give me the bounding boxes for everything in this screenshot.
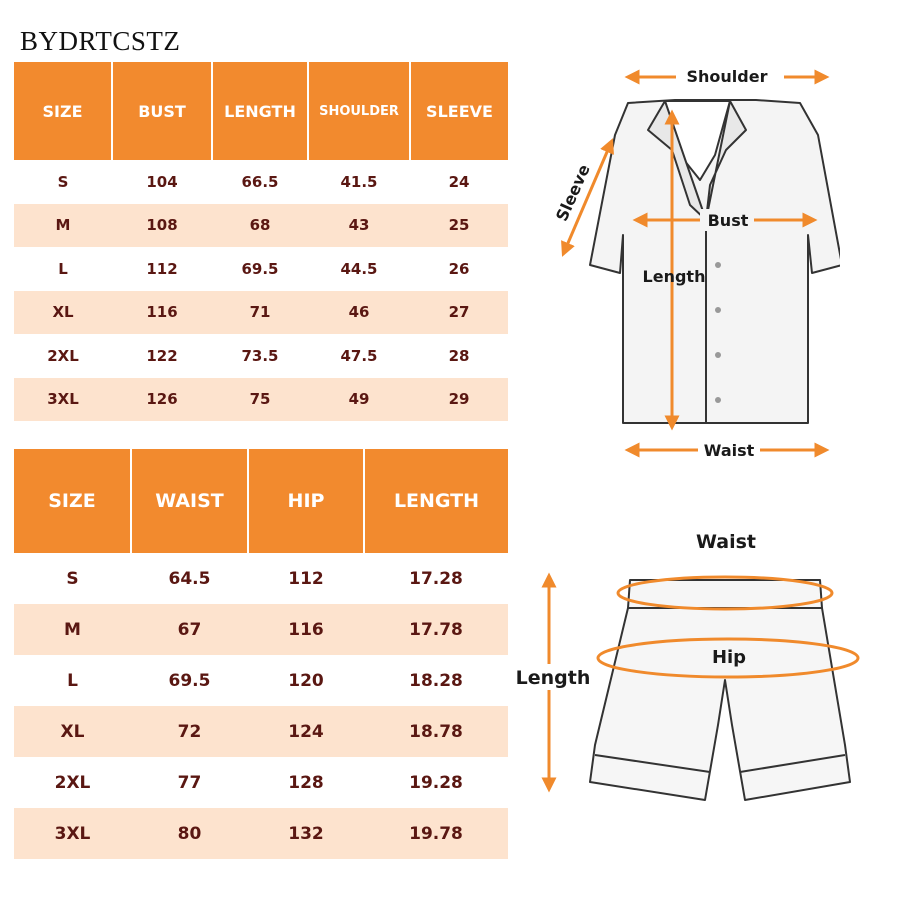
table-cell: 18.28: [364, 655, 508, 706]
table-cell: 132: [248, 808, 364, 859]
length-label: Length: [642, 267, 706, 286]
table-cell: XL: [14, 706, 131, 757]
table-row: [14, 655, 508, 706]
bust-label: Bust: [707, 211, 749, 230]
table-cell: L: [14, 655, 131, 706]
table-header-row: [14, 449, 508, 553]
table-cell: 120: [248, 655, 364, 706]
table-cell: S: [14, 160, 112, 204]
table-cell: 49: [308, 378, 410, 422]
table-cell: 124: [248, 706, 364, 757]
table-cell: 44.5: [308, 247, 410, 291]
table-cell: 72: [131, 706, 248, 757]
table-row: [14, 204, 508, 248]
header-size: SIZE: [14, 449, 131, 553]
header-length: LENGTH: [212, 62, 308, 160]
table-cell: 112: [248, 553, 364, 604]
table-cell: 69.5: [131, 655, 248, 706]
table-cell: 2XL: [14, 757, 131, 808]
table-cell: 69.5: [212, 247, 308, 291]
table-cell: 112: [112, 247, 212, 291]
table-row: [14, 378, 508, 422]
table-cell: 17.28: [364, 553, 508, 604]
header-waist: WAIST: [131, 449, 248, 553]
table-cell: 41.5: [308, 160, 410, 204]
table-row: [14, 604, 508, 655]
header-shoulder: SHOULDER: [308, 62, 410, 160]
shorts-outline: [590, 580, 850, 800]
table-cell: 3XL: [14, 808, 131, 859]
table-cell: 128: [248, 757, 364, 808]
shorts-hip-label: Hip: [711, 647, 747, 668]
table-row: [14, 706, 508, 757]
waist-label: Waist: [703, 441, 755, 460]
table-cell: 25: [410, 204, 508, 248]
table-cell: 19.78: [364, 808, 508, 859]
sleeve-label: Sleeve: [552, 161, 594, 225]
shirt-size-table: [14, 62, 508, 421]
table-cell: 28: [410, 334, 508, 378]
header-size: SIZE: [14, 62, 112, 160]
table-cell: 3XL: [14, 378, 112, 422]
shirt-diagram: [540, 55, 840, 475]
table-row: [14, 757, 508, 808]
table-cell: 18.78: [364, 706, 508, 757]
table-header-row: [14, 62, 508, 160]
table-row: [14, 247, 508, 291]
shoulder-label: Shoulder: [686, 67, 768, 86]
table-cell: 104: [112, 160, 212, 204]
table-cell: 19.28: [364, 757, 508, 808]
table-row: [14, 160, 508, 204]
table-cell: 77: [131, 757, 248, 808]
table-row: [14, 334, 508, 378]
header-bust: BUST: [112, 62, 212, 160]
table-cell: 66.5: [212, 160, 308, 204]
shorts-waist-label: Waist: [695, 531, 757, 553]
table-cell: 122: [112, 334, 212, 378]
shirt-outline: [590, 100, 840, 423]
table-cell: M: [14, 604, 131, 655]
table-row: [14, 808, 508, 859]
shorts-length-label: Length: [515, 667, 591, 689]
table-cell: S: [14, 553, 131, 604]
header-sleeve: SLEEVE: [410, 62, 508, 160]
table-cell: 43: [308, 204, 410, 248]
table-row: [14, 553, 508, 604]
table-cell: 64.5: [131, 553, 248, 604]
header-hip: HIP: [248, 449, 364, 553]
table-cell: 75: [212, 378, 308, 422]
table-cell: 68: [212, 204, 308, 248]
table-cell: 116: [112, 291, 212, 335]
table-cell: M: [14, 204, 112, 248]
table-cell: 27: [410, 291, 508, 335]
shorts-diagram: [500, 520, 880, 810]
table-cell: 67: [131, 604, 248, 655]
brand-logo: BYDRTCSTZ: [20, 26, 181, 56]
table-row: [14, 291, 508, 335]
table-cell: 17.78: [364, 604, 508, 655]
table-cell: 26: [410, 247, 508, 291]
table-cell: 24: [410, 160, 508, 204]
table-cell: 126: [112, 378, 212, 422]
table-cell: XL: [14, 291, 112, 335]
shorts-size-table: [14, 449, 508, 859]
table-cell: 73.5: [212, 334, 308, 378]
header-length: LENGTH: [364, 449, 508, 553]
table-cell: L: [14, 247, 112, 291]
table-cell: 29: [410, 378, 508, 422]
table-cell: 71: [212, 291, 308, 335]
table-cell: 80: [131, 808, 248, 859]
table-cell: 108: [112, 204, 212, 248]
table-cell: 46: [308, 291, 410, 335]
table-cell: 2XL: [14, 334, 112, 378]
table-cell: 47.5: [308, 334, 410, 378]
table-cell: 116: [248, 604, 364, 655]
